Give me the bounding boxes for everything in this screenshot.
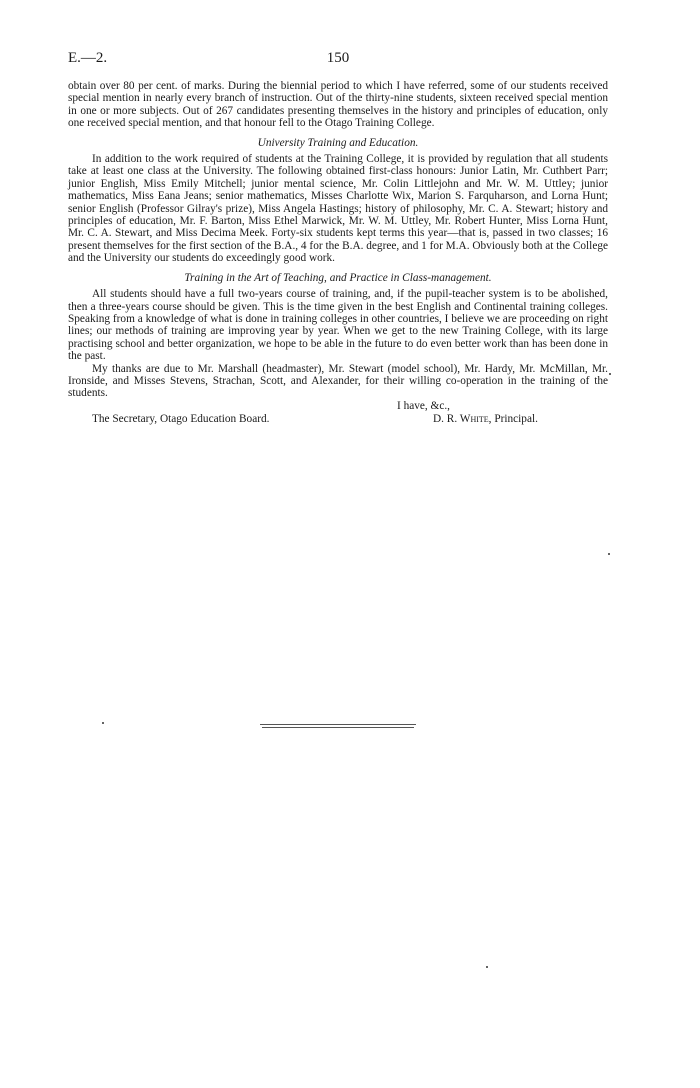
report-reference: E.—2. [68, 50, 108, 66]
addressee: The Secretary, Otago Education Board. [92, 412, 270, 425]
signature-name: D. R. White [433, 412, 489, 425]
signoff-line [68, 413, 608, 426]
closing-salutation-text: I have, &c., [397, 399, 451, 412]
page-number: 150 [326, 50, 350, 66]
report-body [68, 80, 608, 426]
page-speck [609, 373, 611, 375]
closing-rule-bottom [262, 727, 414, 728]
paragraph-marks: obtain over 80 per cent. of marks. During the biennial period to which I have referred, some of our students received special mention in nearly every branch of instruction. Out of the thirty-nine students, sixteen received special mention in one or more subjects. Out of 267 candidates presenting themselves in the history and principles of education, only one received special mention, and that honour fell to the Otago Training College. [68, 80, 608, 130]
paragraph-teaching: All students should have a full two-years course of training, and, if the pupil-teacher system is to be abolished, then a three-years course should be given. This is the time given in the best English and Continental training colleges. Speaking from a knowledge of what is done in training colleges in other countries, I believe we are proceeding on right lines; our methods of training are improving year by year. When we get to the new Training College, with its large practising school and better organization, we hope to be able in the future to do even better work than has been done in the past. [68, 288, 608, 363]
page-speck [486, 966, 488, 968]
paragraph-thanks: My thanks are due to Mr. Marshall (headmaster), Mr. Stewart (model school), Mr. Hardy, Mr. McMillan, Mr. Ironside, and Misses Stevens, Strachan, Scott, and Alexander, for their willing co-operation in the training of the students. [68, 362, 608, 400]
closing-rule-top [260, 724, 416, 725]
paragraph-university: In addition to the work required of students at the Training College, it is provided by regulation that all students take at least one class at the University. The following obtained first-class honours: Junior Latin, Mr. Cuthbert Parr; junior English, Miss Emily Mitchell; junior mental science, Mr. Colin Littlejohn and Mr. W. M. Uttley; junior mathematics, Miss Eana Jeans; senior mathematics, Misses Charlotte Wix, Marion S. Farquharson, and Lorna Hunt; senior English (Professor Gilray's prize), Miss Angela Hastings; history of philosophy, Mr. C. A. Stewart; history and principles of education, Mr. F. Barton, Miss Ethel Marwick, Mr. W. M. Uttley, Mr. Robert Hunter, Miss Lorna Hunt, Mr. C. A. Stewart, and Miss Decima Meek. Forty-six students kept terms this year—that is, passed in two classes; 16 present themselves for the first section of the B.A., 4 for the B.A. degree, and 1 for M.A. Obviously both at the College and the University our students do exceedingly good work. [68, 153, 608, 265]
signature [433, 413, 538, 425]
signature-title: , Principal. [488, 412, 538, 425]
page-speck [608, 553, 610, 555]
section-heading-university: University Training and Education. [257, 136, 419, 149]
page-speck [102, 722, 104, 724]
section-heading-teaching: Training in the Art of Teaching, and Practice in Class-management. [184, 271, 492, 284]
closing-salutation [68, 400, 608, 413]
page-header [68, 50, 608, 70]
